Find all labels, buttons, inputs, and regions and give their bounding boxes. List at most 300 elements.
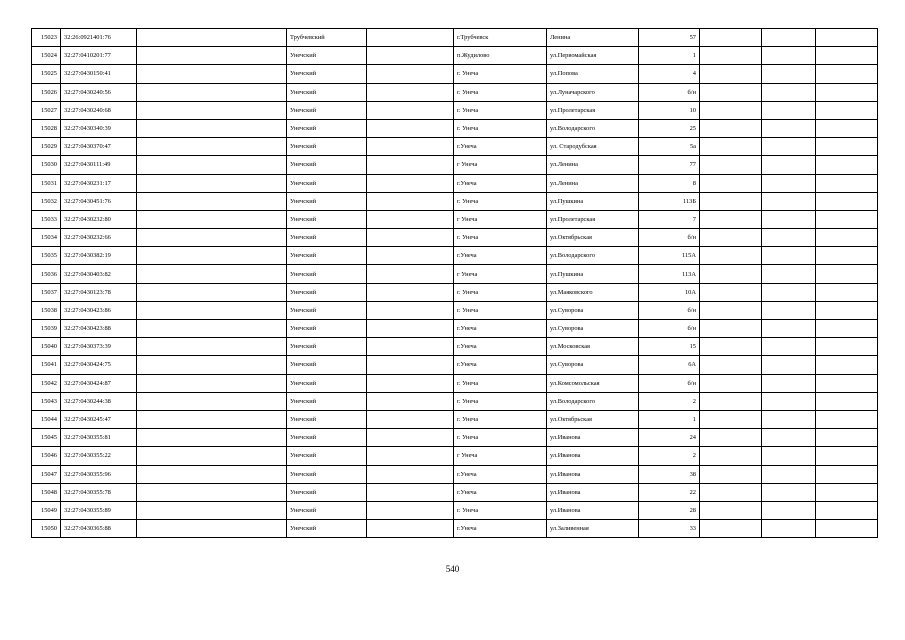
blank-cell xyxy=(762,410,816,428)
blank-cell xyxy=(816,192,878,210)
blank-cell xyxy=(700,520,762,538)
table-row xyxy=(32,356,878,374)
house-number-cell: 113А xyxy=(639,265,700,283)
street-cell: ул.Суворова xyxy=(547,320,639,338)
locality-cell: г.Унеча xyxy=(454,247,547,265)
blank-cell xyxy=(700,174,762,192)
cadastral-number-cell: 32:27:0430373:39 xyxy=(61,338,137,356)
blank-cell xyxy=(367,483,454,501)
cadastral-number-cell: 32:27:0430424:75 xyxy=(61,356,137,374)
street-cell: ул.Иванова xyxy=(547,483,639,501)
blank-cell xyxy=(137,247,287,265)
cadastral-number-cell: 32:27:0430111:49 xyxy=(61,156,137,174)
cadastral-number-cell: 32:26:0921401:76 xyxy=(61,29,137,47)
house-number-cell: 113Б xyxy=(639,192,700,210)
blank-cell xyxy=(816,283,878,301)
cadastral-number-cell: 32:27:0430355:81 xyxy=(61,429,137,447)
blank-cell xyxy=(137,301,287,319)
district-cell: Унечский xyxy=(287,138,367,156)
blank-cell xyxy=(367,429,454,447)
table-row xyxy=(32,101,878,119)
street-cell: ул.Володарского xyxy=(547,392,639,410)
blank-cell xyxy=(367,29,454,47)
blank-cell xyxy=(367,247,454,265)
house-number-cell: б/н xyxy=(639,83,700,101)
row-index-cell: 15026 xyxy=(32,83,61,101)
blank-cell xyxy=(367,210,454,228)
house-number-cell: 10А xyxy=(639,283,700,301)
blank-cell xyxy=(762,210,816,228)
district-cell: Унечский xyxy=(287,501,367,519)
blank-cell xyxy=(137,338,287,356)
cadastral-number-cell: 32:27:0410201:77 xyxy=(61,47,137,65)
cadastral-number-cell: 32:27:0430403:82 xyxy=(61,265,137,283)
blank-cell xyxy=(137,210,287,228)
blank-cell xyxy=(816,156,878,174)
district-cell: Унечский xyxy=(287,320,367,338)
row-index-cell: 15044 xyxy=(32,410,61,428)
row-index-cell: 15037 xyxy=(32,283,61,301)
street-cell: ул.Пушкина xyxy=(547,192,639,210)
blank-cell xyxy=(700,265,762,283)
house-number-cell: 2 xyxy=(639,392,700,410)
blank-cell xyxy=(700,356,762,374)
blank-cell xyxy=(700,101,762,119)
house-number-cell: б/н xyxy=(639,229,700,247)
house-number-cell: 8 xyxy=(639,174,700,192)
cadastral-number-cell: 32:27:0430355:96 xyxy=(61,465,137,483)
district-cell: Унечский xyxy=(287,410,367,428)
blank-cell xyxy=(816,338,878,356)
locality-cell: г.Унеча xyxy=(454,174,547,192)
street-cell: ул.Пролетарская xyxy=(547,210,639,228)
table-row xyxy=(32,119,878,137)
street-cell: ул.Пушкина xyxy=(547,265,639,283)
blank-cell xyxy=(700,47,762,65)
district-cell: Унечский xyxy=(287,483,367,501)
blank-cell xyxy=(816,320,878,338)
street-cell: ул.Комсомольская xyxy=(547,374,639,392)
blank-cell xyxy=(137,465,287,483)
locality-cell: г. Унеча xyxy=(454,192,547,210)
blank-cell xyxy=(367,520,454,538)
locality-cell: г.Унеча xyxy=(454,138,547,156)
blank-cell xyxy=(816,483,878,501)
blank-cell xyxy=(137,65,287,83)
cadastral-number-cell: 32:27:0430123:78 xyxy=(61,283,137,301)
street-cell: ул.Луначарского xyxy=(547,83,639,101)
blank-cell xyxy=(816,265,878,283)
blank-cell xyxy=(367,465,454,483)
house-number-cell: б/н xyxy=(639,301,700,319)
row-index-cell: 15033 xyxy=(32,210,61,228)
cadastral-number-cell: 32:27:0430365:88 xyxy=(61,520,137,538)
locality-cell: г. Унеча xyxy=(454,229,547,247)
house-number-cell: 77 xyxy=(639,156,700,174)
blank-cell xyxy=(700,192,762,210)
page-number: 540 xyxy=(445,564,460,574)
district-cell: Унечский xyxy=(287,210,367,228)
house-number-cell: 10 xyxy=(639,101,700,119)
street-cell: ул.Первомайская xyxy=(547,47,639,65)
blank-cell xyxy=(700,501,762,519)
locality-cell: п.Жудилово xyxy=(454,47,547,65)
blank-cell xyxy=(367,374,454,392)
blank-cell xyxy=(367,447,454,465)
house-number-cell: 6А xyxy=(639,356,700,374)
cadastral-number-cell: 32:27:0430240:56 xyxy=(61,83,137,101)
row-index-cell: 15043 xyxy=(32,392,61,410)
district-cell: Унечский xyxy=(287,229,367,247)
row-index-cell: 15041 xyxy=(32,356,61,374)
street-cell: Ленина xyxy=(547,29,639,47)
cadastral-number-cell: 32:27:0430340:39 xyxy=(61,119,137,137)
blank-cell xyxy=(367,410,454,428)
row-index-cell: 15029 xyxy=(32,138,61,156)
district-cell: Унечский xyxy=(287,301,367,319)
cadastral-number-cell: 32:27:0430423:88 xyxy=(61,320,137,338)
street-cell: ул.Московская xyxy=(547,338,639,356)
blank-cell xyxy=(137,410,287,428)
row-index-cell: 15050 xyxy=(32,520,61,538)
blank-cell xyxy=(700,156,762,174)
blank-cell xyxy=(762,483,816,501)
district-cell: Унечский xyxy=(287,192,367,210)
table-row xyxy=(32,210,878,228)
row-index-cell: 15042 xyxy=(32,374,61,392)
table-row xyxy=(32,65,878,83)
blank-cell xyxy=(137,192,287,210)
blank-cell xyxy=(367,83,454,101)
locality-cell: г.Унеча xyxy=(454,338,547,356)
blank-cell xyxy=(367,119,454,137)
cadastral-number-cell: 32:27:0430232:80 xyxy=(61,210,137,228)
house-number-cell: 15 xyxy=(639,338,700,356)
blank-cell xyxy=(762,283,816,301)
blank-cell xyxy=(762,192,816,210)
blank-cell xyxy=(137,119,287,137)
blank-cell xyxy=(762,138,816,156)
table-row xyxy=(32,465,878,483)
blank-cell xyxy=(367,101,454,119)
cadastral-number-cell: 32:27:0430451:76 xyxy=(61,192,137,210)
blank-cell xyxy=(816,119,878,137)
street-cell: ул.Иванова xyxy=(547,429,639,447)
street-cell: ул.Заливенная xyxy=(547,520,639,538)
blank-cell xyxy=(816,520,878,538)
blank-cell xyxy=(367,138,454,156)
registry-table-body xyxy=(32,29,878,538)
house-number-cell: 1 xyxy=(639,410,700,428)
blank-cell xyxy=(137,447,287,465)
house-number-cell: б/н xyxy=(639,374,700,392)
blank-cell xyxy=(816,29,878,47)
house-number-cell: 4 xyxy=(639,65,700,83)
blank-cell xyxy=(367,47,454,65)
table-row xyxy=(32,192,878,210)
blank-cell xyxy=(762,83,816,101)
district-cell: Унечский xyxy=(287,392,367,410)
blank-cell xyxy=(700,247,762,265)
row-index-cell: 15030 xyxy=(32,156,61,174)
cadastral-number-cell: 32:27:0430150:41 xyxy=(61,65,137,83)
locality-cell: г. Унеча xyxy=(454,392,547,410)
blank-cell xyxy=(700,301,762,319)
blank-cell xyxy=(137,429,287,447)
blank-cell xyxy=(700,229,762,247)
house-number-cell: 1 xyxy=(639,47,700,65)
locality-cell: г.Унеча xyxy=(454,356,547,374)
blank-cell xyxy=(137,138,287,156)
blank-cell xyxy=(816,247,878,265)
blank-cell xyxy=(762,174,816,192)
blank-cell xyxy=(367,320,454,338)
table-row xyxy=(32,265,878,283)
blank-cell xyxy=(367,501,454,519)
cadastral-number-cell: 32:27:0430423:86 xyxy=(61,301,137,319)
registry-table xyxy=(31,28,878,538)
blank-cell xyxy=(816,410,878,428)
blank-cell xyxy=(762,520,816,538)
locality-cell: г. Унеча xyxy=(454,301,547,319)
street-cell: ул.Володарского xyxy=(547,119,639,137)
blank-cell xyxy=(700,283,762,301)
blank-cell xyxy=(700,410,762,428)
blank-cell xyxy=(816,501,878,519)
cadastral-number-cell: 32:27:0430355:89 xyxy=(61,501,137,519)
blank-cell xyxy=(816,101,878,119)
blank-cell xyxy=(367,65,454,83)
district-cell: Унечский xyxy=(287,356,367,374)
locality-cell: г. Унеча xyxy=(454,119,547,137)
table-row xyxy=(32,283,878,301)
cadastral-number-cell: 32:27:0430240:68 xyxy=(61,101,137,119)
blank-cell xyxy=(137,320,287,338)
blank-cell xyxy=(700,483,762,501)
district-cell: Унечский xyxy=(287,156,367,174)
row-index-cell: 15047 xyxy=(32,465,61,483)
street-cell: ул.Ленина xyxy=(547,174,639,192)
blank-cell xyxy=(367,338,454,356)
row-index-cell: 15031 xyxy=(32,174,61,192)
row-index-cell: 15027 xyxy=(32,101,61,119)
blank-cell xyxy=(367,229,454,247)
locality-cell: г. Унеча xyxy=(454,101,547,119)
blank-cell xyxy=(762,392,816,410)
row-index-cell: 15025 xyxy=(32,65,61,83)
street-cell: ул.Суворова xyxy=(547,356,639,374)
blank-cell xyxy=(816,138,878,156)
house-number-cell: 5а xyxy=(639,138,700,156)
table-row xyxy=(32,29,878,47)
district-cell: Унечский xyxy=(287,101,367,119)
blank-cell xyxy=(762,119,816,137)
locality-cell: г.Унеча xyxy=(454,483,547,501)
blank-cell xyxy=(367,392,454,410)
row-index-cell: 15024 xyxy=(32,47,61,65)
blank-cell xyxy=(816,83,878,101)
district-cell: Унечский xyxy=(287,283,367,301)
table-row xyxy=(32,483,878,501)
table-row xyxy=(32,47,878,65)
district-cell: Унечский xyxy=(287,520,367,538)
locality-cell: г. Унеча xyxy=(454,374,547,392)
street-cell: ул. Стародубская xyxy=(547,138,639,156)
row-index-cell: 15038 xyxy=(32,301,61,319)
locality-cell: г.Унеча xyxy=(454,465,547,483)
blank-cell xyxy=(762,229,816,247)
locality-cell: г. Унеча xyxy=(454,501,547,519)
locality-cell: г.Трубчевск xyxy=(454,29,547,47)
blank-cell xyxy=(700,119,762,137)
blank-cell xyxy=(762,247,816,265)
row-index-cell: 15048 xyxy=(32,483,61,501)
blank-cell xyxy=(762,465,816,483)
street-cell: ул.Октябрьская xyxy=(547,229,639,247)
locality-cell: г. Унеча xyxy=(454,83,547,101)
blank-cell xyxy=(137,83,287,101)
locality-cell: г.Унеча xyxy=(454,320,547,338)
row-index-cell: 15049 xyxy=(32,501,61,519)
blank-cell xyxy=(367,156,454,174)
blank-cell xyxy=(700,29,762,47)
blank-cell xyxy=(137,374,287,392)
district-cell: Трубчевский xyxy=(287,29,367,47)
house-number-cell: 25 xyxy=(639,119,700,137)
locality-cell: г Унеча xyxy=(454,210,547,228)
blank-cell xyxy=(762,356,816,374)
blank-cell xyxy=(762,429,816,447)
row-index-cell: 15032 xyxy=(32,192,61,210)
district-cell: Унечский xyxy=(287,83,367,101)
house-number-cell: 28 xyxy=(639,501,700,519)
blank-cell xyxy=(137,392,287,410)
table-row xyxy=(32,156,878,174)
blank-cell xyxy=(137,356,287,374)
row-index-cell: 15036 xyxy=(32,265,61,283)
blank-cell xyxy=(700,83,762,101)
blank-cell xyxy=(137,156,287,174)
locality-cell: г. Унеча xyxy=(454,429,547,447)
blank-cell xyxy=(137,229,287,247)
blank-cell xyxy=(762,374,816,392)
table-row xyxy=(32,520,878,538)
street-cell: ул.Володарского xyxy=(547,247,639,265)
blank-cell xyxy=(137,174,287,192)
row-index-cell: 15028 xyxy=(32,119,61,137)
cadastral-number-cell: 32:27:0430370:47 xyxy=(61,138,137,156)
blank-cell xyxy=(700,447,762,465)
table-row xyxy=(32,392,878,410)
blank-cell xyxy=(762,447,816,465)
table-row xyxy=(32,374,878,392)
row-index-cell: 15046 xyxy=(32,447,61,465)
table-row xyxy=(32,174,878,192)
blank-cell xyxy=(137,501,287,519)
blank-cell xyxy=(700,320,762,338)
street-cell: ул.Иванова xyxy=(547,501,639,519)
blank-cell xyxy=(816,301,878,319)
blank-cell xyxy=(700,429,762,447)
house-number-cell: 115А xyxy=(639,247,700,265)
table-row xyxy=(32,320,878,338)
table-row xyxy=(32,410,878,428)
locality-cell: г. Унеча xyxy=(454,410,547,428)
table-row xyxy=(32,338,878,356)
blank-cell xyxy=(816,447,878,465)
table-row xyxy=(32,83,878,101)
blank-cell xyxy=(816,229,878,247)
district-cell: Унечский xyxy=(287,65,367,83)
blank-cell xyxy=(700,392,762,410)
street-cell: ул.Ленина xyxy=(547,156,639,174)
blank-cell xyxy=(137,283,287,301)
table-row xyxy=(32,229,878,247)
blank-cell xyxy=(762,65,816,83)
table-row xyxy=(32,447,878,465)
house-number-cell: 2 xyxy=(639,447,700,465)
blank-cell xyxy=(367,192,454,210)
blank-cell xyxy=(700,465,762,483)
street-cell: ул.Октябрьская xyxy=(547,410,639,428)
blank-cell xyxy=(762,156,816,174)
district-cell: Унечский xyxy=(287,47,367,65)
locality-cell: г Унеча xyxy=(454,447,547,465)
street-cell: ул.Иванова xyxy=(547,465,639,483)
blank-cell xyxy=(762,301,816,319)
blank-cell xyxy=(762,338,816,356)
blank-cell xyxy=(816,174,878,192)
blank-cell xyxy=(762,265,816,283)
street-cell: ул.Попова xyxy=(547,65,639,83)
house-number-cell: 33 xyxy=(639,520,700,538)
blank-cell xyxy=(367,301,454,319)
row-index-cell: 15023 xyxy=(32,29,61,47)
blank-cell xyxy=(816,465,878,483)
blank-cell xyxy=(367,265,454,283)
blank-cell xyxy=(700,138,762,156)
house-number-cell: 7 xyxy=(639,210,700,228)
district-cell: Унечский xyxy=(287,247,367,265)
house-number-cell: б/н xyxy=(639,320,700,338)
locality-cell: г Унеча xyxy=(454,265,547,283)
blank-cell xyxy=(762,501,816,519)
table-row xyxy=(32,301,878,319)
house-number-cell: 22 xyxy=(639,483,700,501)
cadastral-number-cell: 32:27:0430382:19 xyxy=(61,247,137,265)
blank-cell xyxy=(367,174,454,192)
district-cell: Унечский xyxy=(287,447,367,465)
street-cell: ул.Пролетарская xyxy=(547,101,639,119)
table-row xyxy=(32,138,878,156)
blank-cell xyxy=(700,374,762,392)
house-number-cell: 57 xyxy=(639,29,700,47)
locality-cell: г. Унеча xyxy=(454,283,547,301)
cadastral-number-cell: 32:27:0430355:22 xyxy=(61,447,137,465)
district-cell: Унечский xyxy=(287,429,367,447)
street-cell: ул.Маяковского xyxy=(547,283,639,301)
blank-cell xyxy=(700,338,762,356)
blank-cell xyxy=(137,520,287,538)
blank-cell xyxy=(816,392,878,410)
blank-cell xyxy=(367,283,454,301)
blank-cell xyxy=(700,65,762,83)
cadastral-number-cell: 32:27:0430424:87 xyxy=(61,374,137,392)
blank-cell xyxy=(816,65,878,83)
table-row xyxy=(32,247,878,265)
district-cell: Унечский xyxy=(287,119,367,137)
locality-cell: г Унеча xyxy=(454,156,547,174)
